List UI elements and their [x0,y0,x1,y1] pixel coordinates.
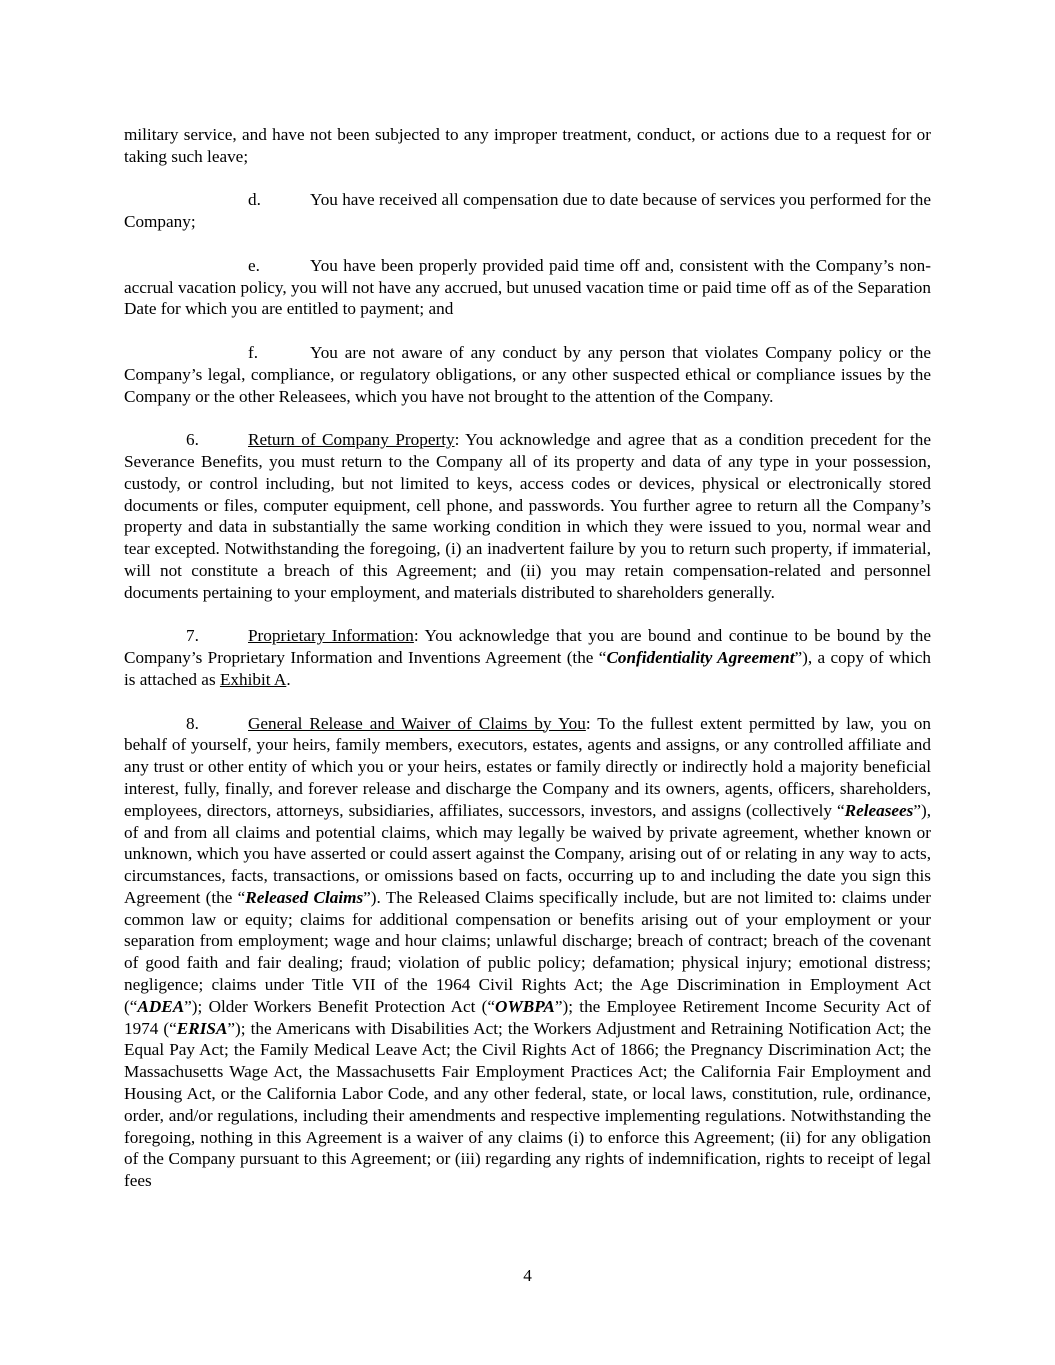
section-8 [124,713,931,1193]
item-e-text: You have been properly provided paid time off and, consistent with the Company’s non-accrual vacation policy, you will not have any accrued, but unused vacation time or paid time off as of the Separation Date for which you are entitled to payment; and [124,255,931,319]
section-6-text: : You acknowledge and agree that as a condition precedent for the Severance Benefits, you must return to the Company all of its property and data of any type in your possession, custody, or control including, but not limited to keys, access codes or devices, physical or electronically stored documents or files, computer equipment, cell phone, and passwords. You further agree to return all the Company’s property and data in substantially the same working condition in which they were issued to you, normal wear and tear excepted. Notwithstanding the foregoing, (i) an inadvertent failure by you to return such property, if immaterial, will not constitute a breach of this Agreement; and (ii) you may retain compensation-related and personnel documents pertaining to your employment, and materials distributed to shareholders generally. [124,430,931,602]
section-8-heading: General Release and Waiver of Claims by You [248,713,586,733]
section-8-text-2: ”), of and from all claims and potential claims, which may legally be waived by private agreement, whether known or unknown, which you have asserted or could assert against the Company, arising out of or relating in any way to acts, circumstances, facts, transactions, or omissions based on facts, occurring up to and including the date you sign this Agreement (the “ [124,800,931,907]
item-f-label: f. [248,342,259,362]
section-7-text-2: ”), a copy of which is attached as [124,648,931,689]
page-body [124,124,931,1192]
section-7-number: 7. [186,626,199,646]
defined-term-releasees: Releasees [844,800,914,820]
section-8-text-1: : To the fullest extent permitted by law, you on behalf of yourself, your heirs, family members, executors, estates, agents and assigns, or any controlled affiliate and any trust or other entity of which you or your heirs, estates or family directly or indirectly hold a majority beneficial interest, fully, finally, and forever release and discharge the Company and its owners, agents, officers, shareholders, employees, directors, attorneys, subsidiaries, affiliates, successors, investors, and assigns (collectively “ [124,713,931,820]
paragraph-c-continuation: military service, and have not been subjected to any improper treatment, conduct, or actions due to a request for or taking such leave; [124,125,931,166]
section-7-text-1: : You acknowledge that you are bound and continue to be bound by the Company’s Proprietary Information and Inventions Agreement (the “ [124,626,931,668]
item-e [124,255,931,320]
section-6-number: 6. [186,430,199,450]
section-6 [124,429,931,603]
item-f [124,342,931,407]
section-8-text-4: ”); Older Workers Benefit Protection Act (“ [184,996,496,1016]
defined-term-erisa: ERISA [176,1018,228,1038]
section-7-text-3: . [286,669,291,689]
item-e-label: e. [248,255,260,275]
section-8-number: 8. [186,713,199,733]
section-6-heading: Return of Company Property [248,430,455,450]
section-7 [124,625,931,690]
section-8-text-5: ”); the Employee Retirement Income Security Act of 1974 (“ [124,996,932,1038]
defined-term-owbpa: OWBPA [495,996,555,1016]
section-8-text-3: ”). The Released Claims specifically include, but are not limited to: claims under common law or equity; claims for additional compensation or benefits arising out of your employment or your separation from employment; wage and hour claims; unlawful discharge; breach of contract; breach of the covenant of good faith and fair dealing; fraud; violation of public policy; defamation; physical injury; emotional distress; negligence; claims under Title VII of the 1964 Civil Rights Act; the Age Discrimination in Employment Act (“ [124,887,931,1016]
defined-term-released-claims: Released Claims [245,887,364,907]
defined-term-confidentiality-agreement: Confidentiality Agreement [606,648,795,668]
page-number: 4 [523,1266,532,1285]
item-d-text: You have received all compensation due to date because of services you performed for the Company; [124,190,931,232]
item-d [124,189,931,233]
item-f-text: You are not aware of any conduct by any person that violates Company policy or the Company’s legal, compliance, or regulatory obligations, or any other suspected ethical or compliance issues by the Company or the other Releasees, which you have not brought to the attention of the Company. [124,342,931,406]
section-8-text-6: ”); the Americans with Disabilities Act; the Workers Adjustment and Retraining Notification Act; the Equal Pay Act; the Family Medical Leave Act; the Civil Rights Act of 1866; the Pregnancy Discrimination Act; the Massachusetts Wage Act, the Massachusetts Fair Employment Practices Act; the California Fair Employment and Housing Act, or the California Labor Code, and any other federal, state, or local laws, constitution, rule, ordinance, order, and/or regulations, including their amendments and respective implementing regulations. Notwithstanding the foregoing, nothing in this Agreement is a waiver of any claims (i) to enforce this Agreement; (ii) for any obligation of the Company pursuant to this Agreement; or (iii) regarding any rights of indemnification, rights to receipt of legal fees [124,1018,931,1191]
section-7-heading: Proprietary Information [248,626,414,646]
item-d-label: d. [248,190,261,210]
exhibit-a-reference: Exhibit A [219,669,287,689]
defined-term-adea: ADEA [137,996,185,1016]
